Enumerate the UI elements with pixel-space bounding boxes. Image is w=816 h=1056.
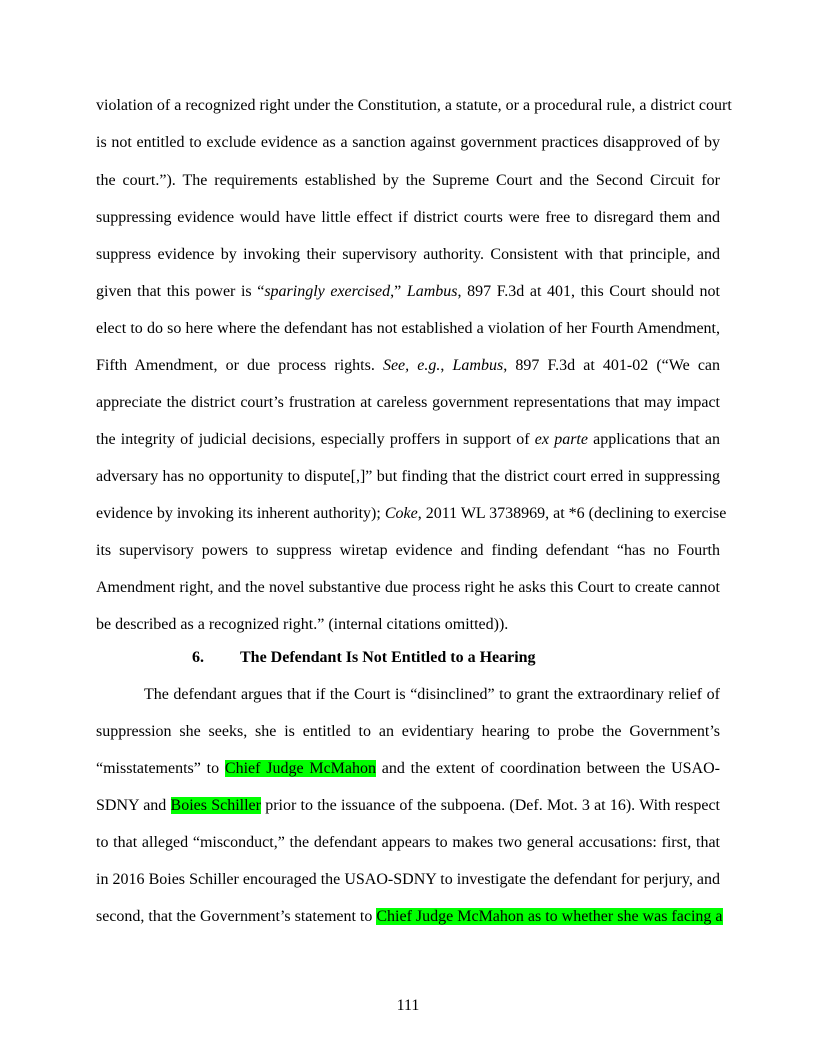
highlighted-text: Boies Schiller xyxy=(170,797,261,814)
case-citation: Coke xyxy=(384,505,418,522)
signal-text: See, e.g. xyxy=(382,357,441,374)
body-line xyxy=(96,796,720,816)
case-citation: Lambus xyxy=(452,357,504,374)
text-run: , 2011 WL 3738969, at *6 (declining to exercise xyxy=(417,505,727,522)
body-line: to that alleged “misconduct,” the defendant appears to makes two general accusations: first, that xyxy=(96,834,720,851)
body-line xyxy=(96,356,720,376)
highlighted-text: Chief Judge McMahon xyxy=(224,760,376,777)
text-run: and the extent of coordination between the USAO- xyxy=(376,760,720,777)
text-run: Fifth Amendment, or due process rights. xyxy=(96,357,383,374)
body-line: appreciate the district court’s frustration at careless government representations that may impact xyxy=(96,394,720,411)
body-line: elect to do so here where the defendant has not established a violation of her Fourth Amendment, xyxy=(96,320,720,337)
text-run: the integrity of judicial decisions, especially proffers in support of xyxy=(96,431,535,448)
body-line: the court.”). The requirements established by the Supreme Court and the Second Circuit for xyxy=(96,172,720,189)
text-run: evidence by invoking its inherent authority); xyxy=(96,505,385,522)
body-line xyxy=(96,759,720,779)
body-line: in 2016 Boies Schiller encouraged the USAO-SDNY to investigate the defendant for perjury, and xyxy=(96,871,720,888)
text-run: prior to the issuance of the subpoena. (Def. Mot. 3 at 16). With respect xyxy=(260,797,721,814)
body-line: Amendment right, and the novel substantive due process right he asks this Court to create cannot xyxy=(96,579,720,596)
text-run: SDNY and xyxy=(96,797,171,814)
emphasis-text: sparingly exercised xyxy=(264,283,391,300)
body-line: suppressing evidence would have little effect if district courts were free to disregard them and xyxy=(96,209,720,226)
body-line xyxy=(96,907,723,927)
text-run: “misstatements” to xyxy=(96,760,225,777)
highlighted-text: Chief Judge McMahon as to whether she was facing a xyxy=(376,908,723,925)
body-line: The defendant argues that if the Court is “disinclined” to grant the extraordinary relief of xyxy=(144,686,720,703)
text-run: , 897 F.3d at 401-02 (“We can xyxy=(503,357,721,374)
body-line: adversary has no opportunity to dispute[,]” but finding that the district court erred in suppressing xyxy=(96,468,720,485)
body-line: be described as a recognized right.” (internal citations omitted)). xyxy=(96,616,509,633)
text-run: , xyxy=(440,357,453,374)
emphasis-text: ex parte xyxy=(534,431,588,448)
body-line: its supervisory powers to suppress wiretap evidence and finding defendant “has no Fourth xyxy=(96,542,720,559)
text-run: given that this power is “ xyxy=(96,283,265,300)
body-line: suppress evidence by invoking their supervisory authority. Consistent with that principle, and xyxy=(96,246,720,263)
body-line: is not entitled to exclude evidence as a sanction against government practices disapproved of by xyxy=(96,134,720,151)
case-citation: Lambus xyxy=(406,283,458,300)
text-run: ,” xyxy=(390,283,407,300)
section-number: 6. xyxy=(192,649,204,666)
body-line xyxy=(96,504,727,524)
text-run: second, that the Government’s statement to xyxy=(96,908,377,925)
text-run: applications that an xyxy=(587,431,720,448)
body-line xyxy=(96,282,720,302)
page-number: 111 xyxy=(396,997,420,1014)
body-line xyxy=(96,430,720,450)
section-heading: The Defendant Is Not Entitled to a Hearing xyxy=(240,649,536,666)
body-line: suppression she seeks, she is entitled to an evidentiary hearing to probe the Government’s xyxy=(96,723,720,740)
text-run: , 897 F.3d at 401, this Court should not xyxy=(457,283,720,300)
body-line: violation of a recognized right under the Constitution, a statute, or a procedural rule, a district court xyxy=(96,97,732,114)
